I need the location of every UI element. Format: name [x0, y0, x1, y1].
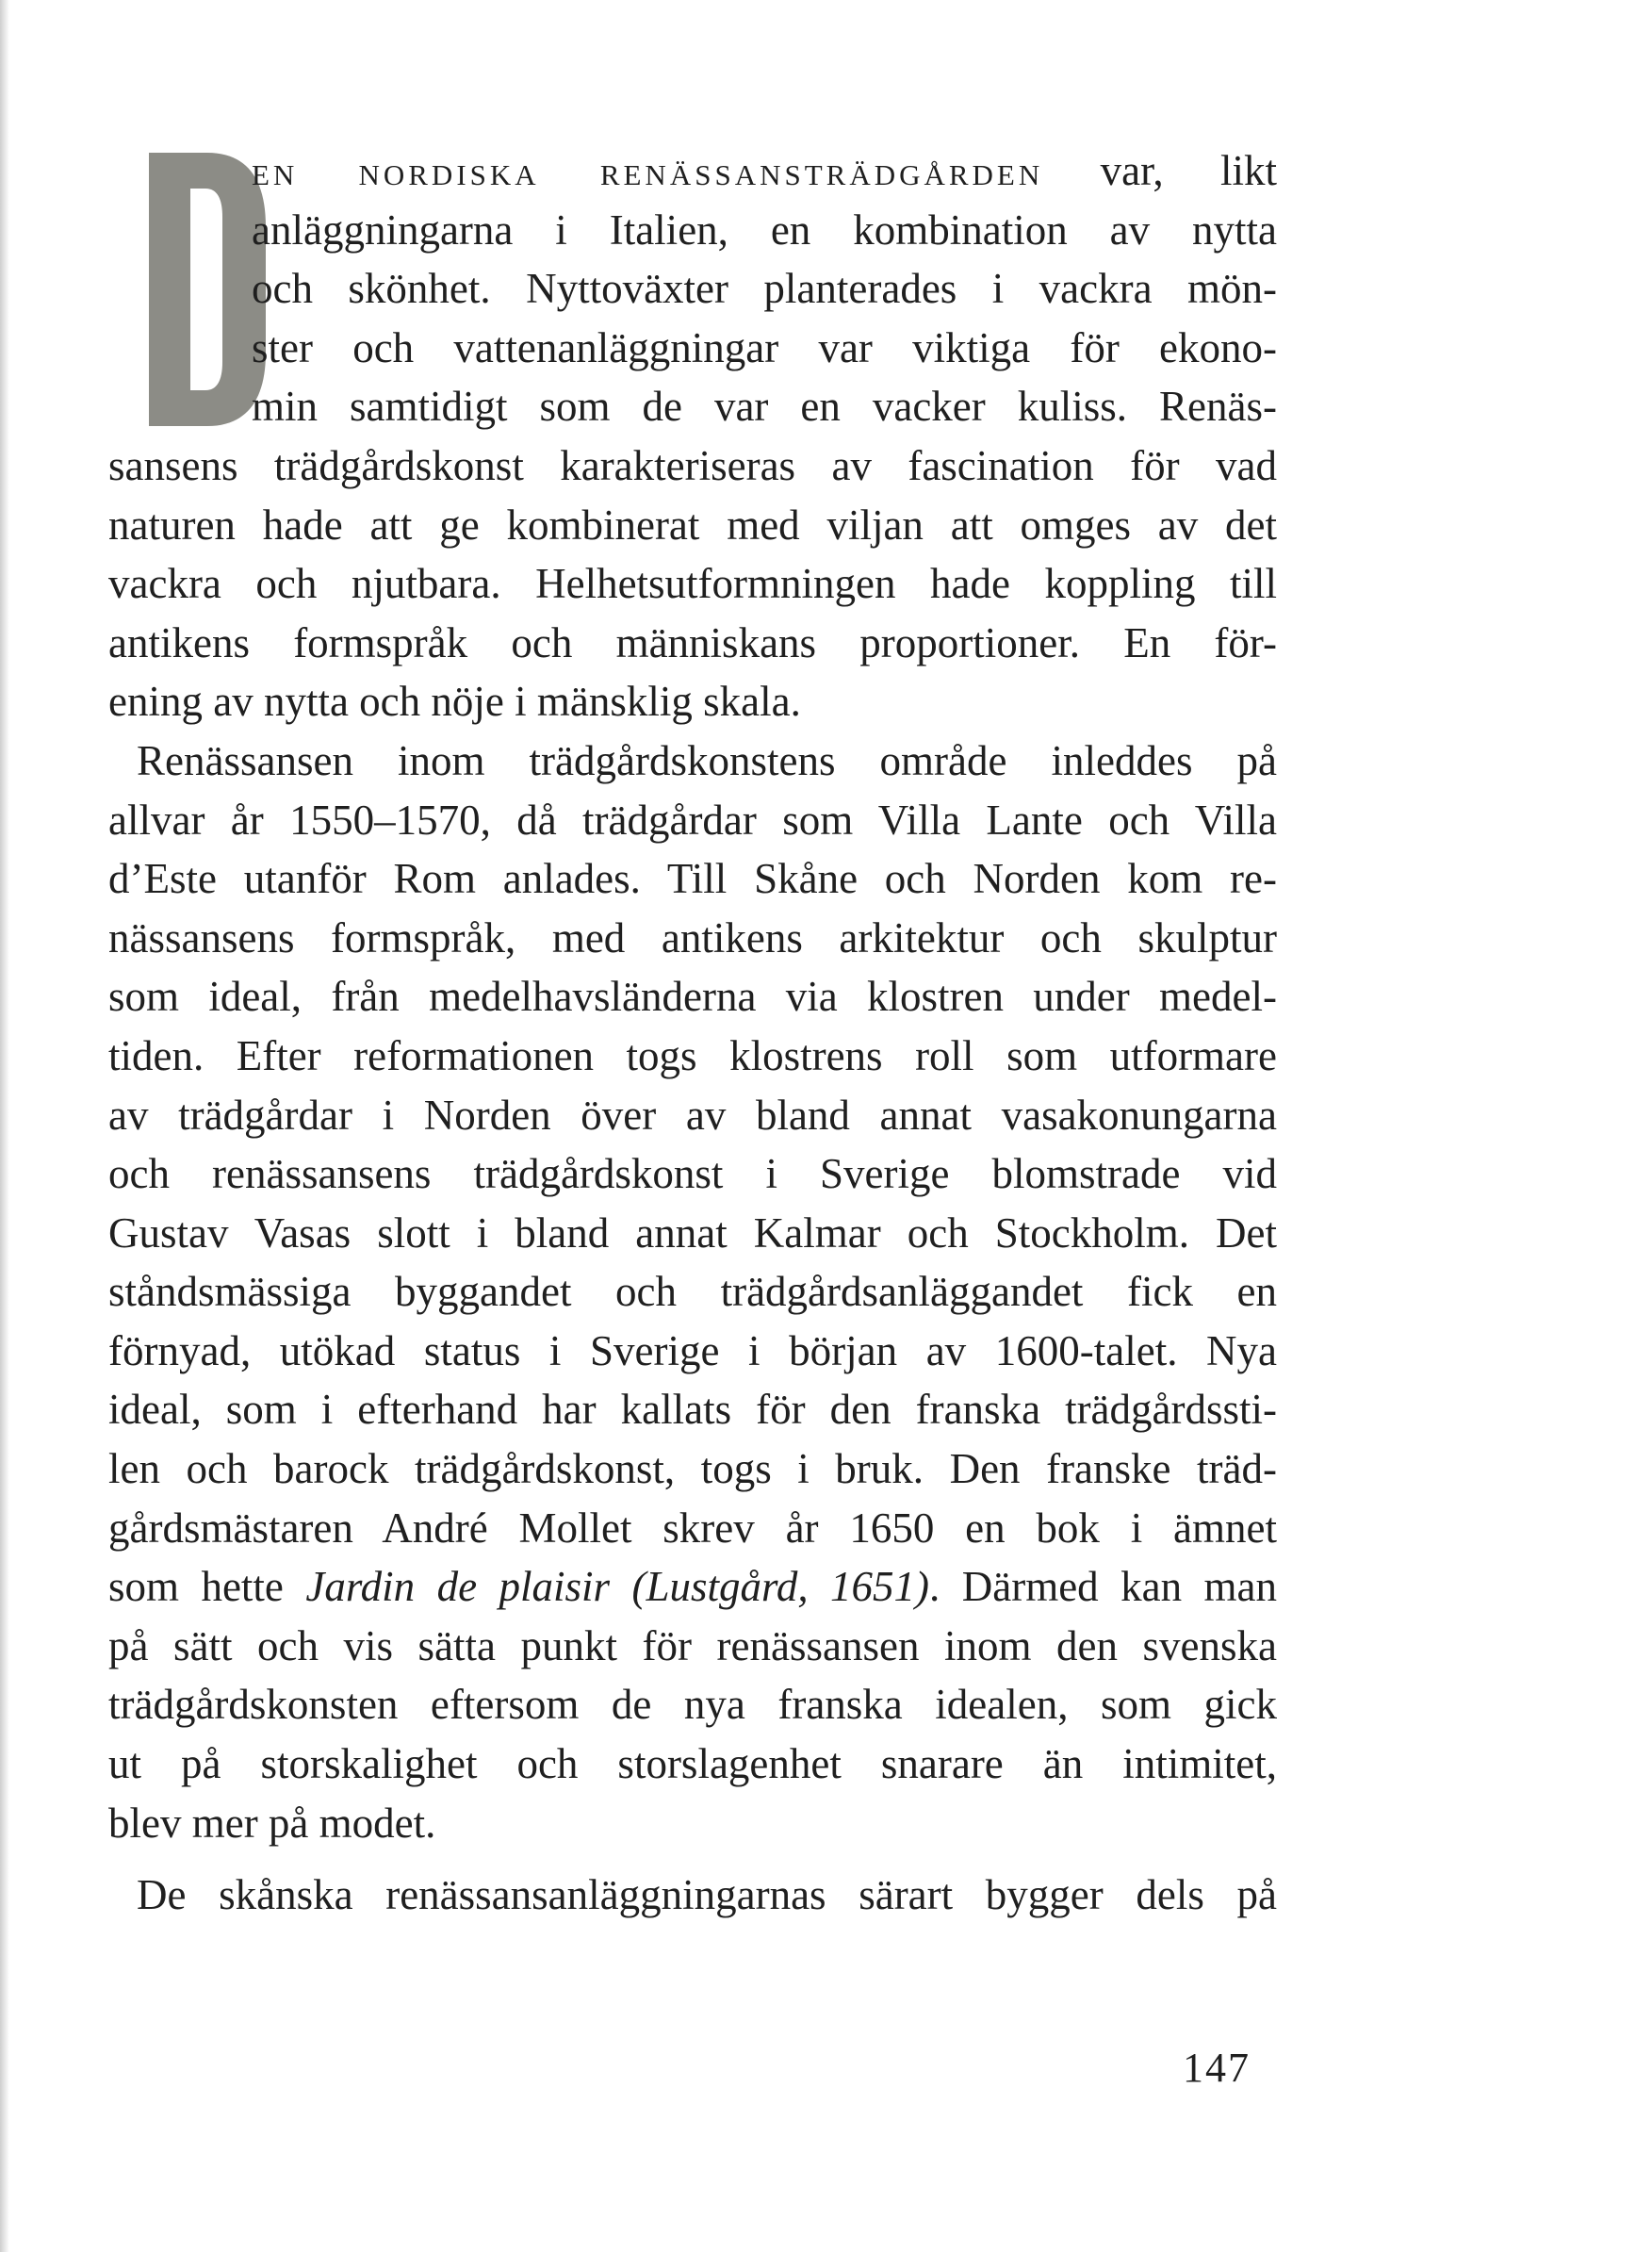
- text-line: allvar år 1550–1570, då trädgårdar som Villa Lante och Villa: [108, 796, 1277, 844]
- text-line: De skånska renässansanläggningarnas särart bygger dels på: [137, 1871, 1277, 1919]
- text-line: Renässansen inom trädgårdskonstens område inleddes på: [137, 736, 1277, 784]
- page-edge-shadow: [0, 0, 9, 2252]
- text-line: ideal, som i efterhand har kallats för den franska trädgårdssti-: [108, 1386, 1277, 1434]
- text-line: min samtidigt som de var en vacker kuliss. Renäs-: [252, 383, 1277, 431]
- text-line: och renässansens trädgårdskonst i Sverige blomstrade vid: [108, 1150, 1277, 1198]
- text-line: ståndsmässiga byggandet och trädgårdsanläggandet fick en: [108, 1268, 1277, 1316]
- text-line: på sätt och vis sätta punkt för renässansen inom den svenska: [108, 1621, 1277, 1669]
- paragraph-1: [108, 141, 1277, 731]
- text-line: ster och vattenanläggningar var viktiga för ekono-: [252, 323, 1277, 371]
- text-line: blev mer på modet.: [108, 1799, 436, 1847]
- text-segment: var, likt: [1043, 147, 1277, 194]
- text-line: d’Este utanför Rom anlades. Till Skåne och Norden kom re-: [108, 855, 1277, 903]
- text-line: sansens trädgårdskonst karakteriseras av fascination för vad: [108, 441, 1277, 489]
- text-line: naturen hade att ge kombinerat med viljan att omges av det: [108, 501, 1277, 549]
- text-line: Gustav Vasas slott i bland annat Kalmar och Stockholm. Det: [108, 1208, 1277, 1257]
- text-line: förnyad, utökad status i Sverige i början av 1600-talet. Nya: [108, 1326, 1277, 1374]
- text-line: trädgårdskonsten eftersom de nya franska idealen, som gick: [108, 1681, 1277, 1729]
- text-line: [108, 1557, 1277, 1617]
- text-segment: . Därmed kan man: [929, 1563, 1277, 1611]
- opening-words: en nordiska renässansträdgården: [252, 148, 1044, 194]
- text-line: antikens formspråk och människans proportioner. En för-: [108, 618, 1277, 666]
- text-line: tiden. Efter reformationen togs klostrens roll som utformare: [108, 1031, 1277, 1079]
- text-line: av trädgårdar i Norden över av bland annat vasakonungarna: [108, 1091, 1277, 1139]
- text-segment: som hette: [108, 1563, 306, 1611]
- text-line: len och barock trädgårdskonst, togs i bruk. Den franske träd-: [108, 1445, 1277, 1493]
- text-line: vackra och njutbara. Helhetsutformningen hade koppling till: [108, 560, 1277, 608]
- body-text: [108, 141, 1277, 1925]
- text-line: gårdsmästaren André Mollet skrev år 1650 en bok i ämnet: [108, 1504, 1277, 1552]
- paragraph-3: [108, 1866, 1277, 1925]
- text-line: [108, 141, 1277, 201]
- book-title: Jardin de plaisir (Lustgård, 1651): [305, 1563, 930, 1611]
- text-line: anläggningarna i Italien, en kombination av nytta: [252, 205, 1277, 254]
- text-line: nässansens formspråk, med antikens arkitektur och skulptur: [108, 913, 1277, 962]
- text-line: och skönhet. Nyttoväxter planterades i vackra mön-: [252, 265, 1277, 313]
- text-line: ening av nytta och nöje i mänsklig skala.: [108, 678, 801, 726]
- page-number: 147: [1183, 2045, 1251, 2091]
- text-line: ut på storskalighet och storslagenhet snarare än intimitet,: [108, 1740, 1277, 1788]
- text-line: som ideal, från medelhavsländerna via klostren under medel-: [108, 973, 1277, 1021]
- paragraph-2: [108, 731, 1277, 1852]
